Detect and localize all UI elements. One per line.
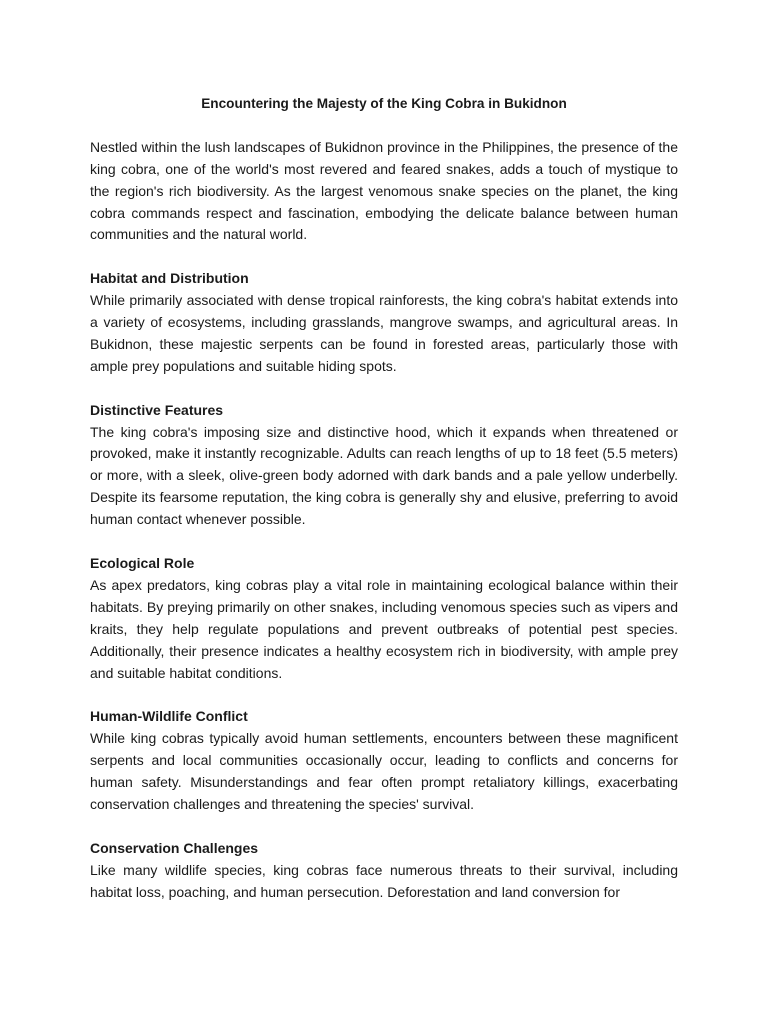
section-body: While king cobras typically avoid human settlements, encounters between these magnificent serpents and local communities occasionally occur, leading to conflicts and concerns for human safety. Misunderstandings and fear often prompt retaliatory killings, exacerbating conservation challenges and threatening the species' survival. xyxy=(90,730,678,812)
section-body: As apex predators, king cobras play a vital role in maintaining ecological balance within their habitats. By preying primarily on other snakes, including venomous species such as vipers and kraits, they help regulate populations and prevent outbreaks of potential pest species. Additionally, their presence indicates a healthy ecosystem rich in biodiversity, with ample prey and suitable habitat conditions. xyxy=(90,576,678,681)
section-ecological-role xyxy=(90,553,678,684)
section-body: While primarily associated with dense tropical rainforests, the king cobra's habitat extends into a variety of ecosystems, including grasslands, mangrove swamps, and agricultural areas. In Bukidnon, these majestic serpents can be found in forested areas, particularly those with ample prey populations and suitable hiding spots. xyxy=(90,292,678,374)
section-heading: Distinctive Features xyxy=(90,401,224,418)
section-conservation-challenges xyxy=(90,838,678,904)
section-features xyxy=(90,400,678,531)
section-heading: Ecological Role xyxy=(90,554,195,571)
section-heading: Habitat and Distribution xyxy=(90,270,249,287)
intro-paragraph: Nestled within the lush landscapes of Bukidnon province in the Philippines, the presence of the king cobra, one of the world's most revered and feared snakes, adds a touch of mystique to the region's rich biodiversity. As the largest venomous snake species on the planet, the king cobra commands respect and fascination, embodying the delicate balance between human communities and the natural world. xyxy=(90,138,678,243)
section-human-wildlife-conflict xyxy=(90,706,678,816)
section-body: The king cobra's imposing size and distinctive hood, which it expands when threatened or provoked, make it instantly recognizable. Adults can reach lengths of up to 18 feet (5.5 meters) or more, with a sleek, olive-green body adorned with dark bands and a pale yellow underbelly. Despite its fearsome reputation, the king cobra is generally shy and elusive, preferring to avoid human contact whenever possible. xyxy=(90,423,678,528)
section-heading: Conservation Challenges xyxy=(90,839,259,856)
section-habitat xyxy=(90,268,678,378)
document-content xyxy=(90,93,678,925)
document-title: Encountering the Majesty of the King Cobra in Bukidnon xyxy=(201,96,567,111)
section-heading: Human-Wildlife Conflict xyxy=(90,708,248,725)
section-body: Like many wildlife species, king cobras face numerous threats to their survival, including habitat loss, poaching, and human persecution. Deforestation and land conversion for xyxy=(90,861,678,900)
